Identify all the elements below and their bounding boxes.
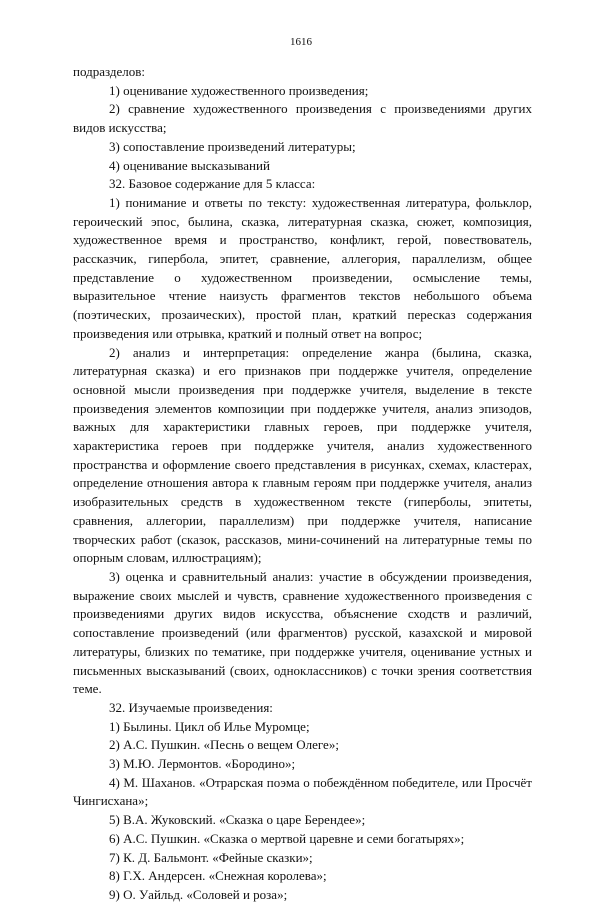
list-item: 3) оценка и сравнительный анализ: участие в обсуждении произведения, выражение своих мыслей и чувств, сравнение художественного произведения с произведениями других видов искусства, объяснение сходств и различий, сопоставление произведений (или фрагментов) русской, казахской и мировой литературы, близких по тематике, при поддержке учителя, оценивание устных и письменных высказываний (своих, одноклассников) с точки зрения соответствия теме.: [73, 568, 532, 697]
section-heading-studied-works: 32. Изучаемые произведения:: [109, 699, 273, 715]
list-item: 4) М. Шаханов. «Отрарская поэма о побеждённом победителе, или Просчёт Чингисхана»;: [73, 774, 532, 809]
list-item: 6) А.С. Пушкин. «Сказка о мертвой царевне и семи богатырях»;: [109, 830, 465, 846]
list-item: 7) К. Д. Бальмонт. «Фейные сказки»;: [109, 849, 313, 865]
list-item: 4) оценивание высказываний: [109, 157, 270, 173]
list-item: 1) Былины. Цикл об Илье Муромце;: [109, 718, 310, 734]
paragraph-subsections: подразделов:: [73, 64, 145, 79]
document-body: [73, 63, 532, 905]
list-item: 2) анализ и интерпретация: определение жанра (былина, сказка, литературная сказка) и его признаков при поддержке учителя, определение основной мысли произведения при поддержке учителя, выделение в тексте произведения элементов композиции при поддержке учителя, анализ эпизодов, важных для характеристики главных героев, при поддержке учителя, характеристика героев при поддержке учителя, анализ художественного пространства и оформление своего представления в рисунках, схемах, кластерах, определение отношения автора к главным героям при поддержке учителя, анализ изобразительных средств в художественном тексте (гиперболы, эпитеты, сравнения, аллегории, параллелизм) при поддержке учителя, написание творческих работ (сказок, рассказов, мини-сочинений на литературные темы по опорным словам, иллюстрациям);: [73, 344, 532, 566]
list-item: 1) понимание и ответы по тексту: художественная литература, фольклор, героический эпос, былина, сказка, литературная сказка, сюжет, композиция, художественное время и пространство, конфликт, герой, повествователь, рассказчик, гипербола, эпитет, сравнение, аллегория, параллелизм, общее представление о художественном произведении, осмысление темы, выразительное чтение наизусть фрагментов текстов небольшого объема (поэтических, прозаических), простой план, краткий пересказ содержания произведения или отрывка, краткий и полный ответ на вопрос;: [73, 194, 532, 341]
list-item: 2) сравнение художественного произведения с произведениями других видов искусства;: [73, 101, 532, 136]
section-heading-basic-content: 32. Базовое содержание для 5 класса:: [109, 176, 316, 192]
list-item: 5) В.А. Жуковский. «Сказка о царе Берендее»;: [109, 812, 366, 828]
list-item: 9) О. Уайльд. «Соловей и роза»;: [109, 886, 288, 902]
list-item: 1) оценивание художественного произведения;: [109, 82, 369, 98]
list-item: 2) А.С. Пушкин. «Песнь о вещем Олеге»;: [109, 737, 339, 753]
page-number: 1616: [290, 36, 312, 48]
list-item: 3) М.Ю. Лермонтов. «Бородино»;: [109, 756, 296, 772]
list-item: 3) сопоставление произведений литературы;: [109, 138, 356, 154]
list-item: 8) Г.Х. Андерсен. «Снежная королева»;: [109, 868, 327, 884]
